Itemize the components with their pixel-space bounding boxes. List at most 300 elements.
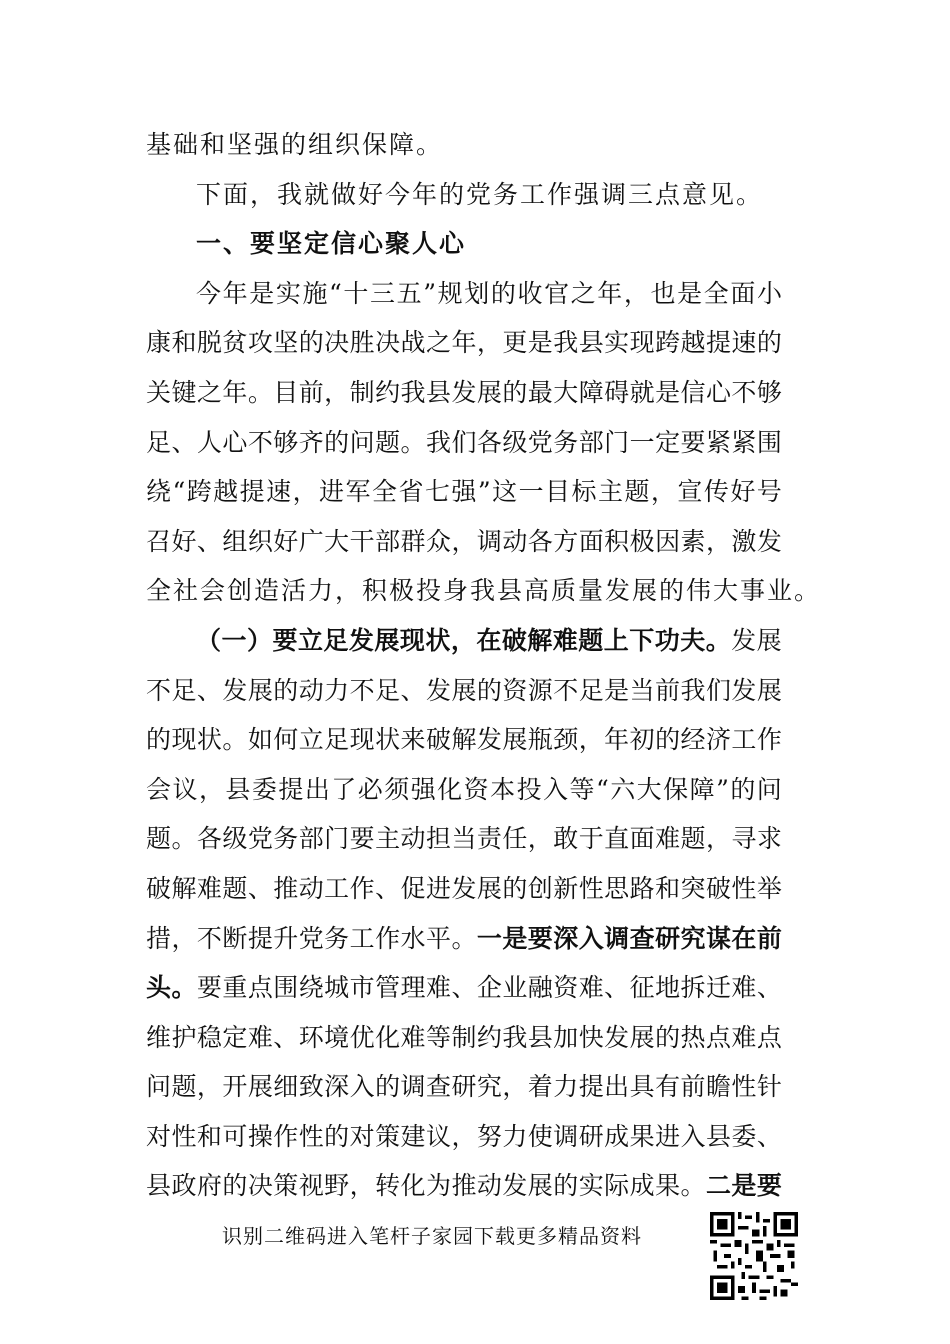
char: 部 — [298, 824, 324, 854]
char: 入 — [578, 923, 604, 953]
char: 发 — [756, 526, 782, 556]
char: ” — [423, 278, 437, 308]
char: 成 — [629, 1171, 655, 1201]
char: 决 — [375, 328, 401, 358]
char: 、 — [451, 973, 477, 1003]
char: 济 — [705, 725, 731, 755]
char: 责 — [476, 824, 502, 854]
char: 入 — [543, 774, 569, 804]
char: 展 — [756, 625, 782, 655]
text-line — [146, 1013, 782, 1063]
char: 实 — [275, 278, 301, 308]
char: 了 — [331, 774, 357, 804]
char: 平 — [425, 923, 451, 953]
char: 调 — [400, 1072, 426, 1102]
char: 作 — [375, 923, 401, 953]
qr-code-icon[interactable] — [710, 1212, 798, 1300]
char: 的 — [476, 675, 502, 705]
char: “ — [595, 774, 609, 804]
char: 约 — [375, 377, 401, 407]
text-line — [146, 120, 782, 170]
char: 强 — [451, 477, 477, 507]
char: 康 — [146, 328, 172, 358]
char: 、 — [604, 973, 630, 1003]
char: 。 — [705, 625, 731, 655]
char: 性 — [731, 1072, 757, 1102]
char: 之 — [196, 377, 222, 407]
char: 动 — [476, 1171, 502, 1201]
char: 实 — [578, 1171, 604, 1201]
char: 难 — [552, 625, 578, 655]
char: 优 — [349, 1022, 375, 1052]
char: 全 — [703, 278, 729, 308]
char: 不 — [731, 377, 757, 407]
char: 调 — [476, 526, 502, 556]
char: 工 — [324, 873, 350, 903]
char: 规 — [437, 278, 463, 308]
char: 这 — [492, 477, 518, 507]
char: 不 — [553, 675, 579, 705]
char: 建 — [400, 1121, 426, 1151]
char: 不 — [146, 675, 172, 705]
char: 点 — [247, 973, 273, 1003]
char: 攻 — [247, 328, 273, 358]
char: 工 — [349, 923, 375, 953]
char: 要 — [349, 824, 375, 854]
char: 够 — [756, 377, 782, 407]
char: 展 — [629, 1022, 655, 1052]
char: 紧 — [705, 427, 731, 457]
char: ， — [171, 923, 197, 953]
char: 碍 — [604, 377, 630, 407]
char: 担 — [425, 824, 451, 854]
char: 前 — [655, 675, 681, 705]
char: 今 — [196, 278, 222, 308]
char: 提 — [278, 774, 304, 804]
char: 题 — [680, 824, 706, 854]
char: 查 — [629, 923, 655, 953]
char: 难 — [731, 1022, 757, 1052]
char: 部 — [375, 526, 401, 556]
char: 主 — [597, 477, 623, 507]
char: 果 — [655, 1171, 681, 1201]
char: 众 — [425, 526, 451, 556]
char: 深 — [324, 1072, 350, 1102]
text-line — [146, 963, 782, 1013]
char: 实 — [604, 328, 630, 358]
char: 野 — [324, 1171, 350, 1201]
char: 、 — [756, 1121, 782, 1151]
char: 操 — [247, 1121, 273, 1151]
char: 主 — [375, 824, 401, 854]
char: 问 — [756, 774, 782, 804]
char: 我 — [553, 328, 579, 358]
char: 我 — [502, 1022, 528, 1052]
char: 绕 — [146, 477, 172, 507]
char: 颈 — [553, 725, 579, 755]
char: 门 — [604, 427, 630, 457]
char: 足 — [324, 725, 350, 755]
char: 理 — [400, 973, 426, 1003]
char: 入 — [680, 1121, 706, 1151]
char: 。 — [451, 923, 477, 953]
char: 胜 — [349, 328, 375, 358]
char: 之 — [570, 278, 596, 308]
char: 境 — [324, 1022, 350, 1052]
char: 键 — [171, 377, 197, 407]
char: 夫 — [680, 625, 706, 655]
char: 县 — [527, 1022, 553, 1052]
char: 制 — [451, 1022, 477, 1052]
char: 是 — [677, 278, 703, 308]
text-line — [146, 269, 782, 319]
text-line — [146, 914, 782, 964]
char: ， — [292, 477, 318, 507]
char: 查 — [425, 1072, 451, 1102]
char: 官 — [544, 278, 570, 308]
char: “ — [172, 477, 186, 507]
char: 。 — [222, 725, 248, 755]
char: 更 — [502, 328, 528, 358]
char: 有 — [655, 1072, 681, 1102]
char: 的 — [298, 328, 324, 358]
char: 年 — [451, 328, 477, 358]
char: 市 — [349, 973, 375, 1003]
char: 和 — [655, 873, 681, 903]
char: 和 — [196, 1121, 222, 1151]
char: 出 — [604, 1072, 630, 1102]
char: 资 — [502, 675, 528, 705]
char: 速 — [731, 328, 757, 358]
char: 要 — [527, 923, 553, 953]
char: 最 — [527, 377, 553, 407]
char: 大 — [553, 377, 579, 407]
char: 等 — [425, 1022, 451, 1052]
char: 化 — [375, 1022, 401, 1052]
char: 的 — [502, 873, 528, 903]
char: 不 — [247, 427, 273, 457]
char: 年 — [222, 377, 248, 407]
line-text: 下面，我就做好今年的党务工作强调三点意见。 — [196, 179, 764, 209]
char: 前 — [756, 923, 782, 953]
char: 展 — [247, 675, 273, 705]
char: 要 — [272, 625, 298, 655]
char: 在 — [476, 625, 502, 655]
char: 力 — [553, 1072, 579, 1102]
char: 们 — [451, 427, 477, 457]
char: 思 — [604, 873, 630, 903]
char: 工 — [731, 725, 757, 755]
char: 研 — [578, 1121, 604, 1151]
char: 是 — [502, 923, 528, 953]
char: 化 — [400, 1171, 426, 1201]
char: 不 — [196, 923, 222, 953]
char: 部 — [578, 427, 604, 457]
char: 立 — [298, 725, 324, 755]
text-line — [146, 170, 782, 220]
char: 维 — [146, 1022, 172, 1052]
char: 使 — [527, 1121, 553, 1151]
footer-promo-text: 识别二维码进入笔杆子家园下载更多精品资料 — [222, 1224, 642, 1248]
char: 心 — [705, 377, 731, 407]
char: 调 — [553, 1121, 579, 1151]
char: ， — [198, 774, 224, 804]
char: 发 — [476, 725, 502, 755]
text-line — [146, 814, 782, 864]
text-line — [146, 715, 782, 765]
char: 提 — [705, 328, 731, 358]
char: 足 — [146, 427, 172, 457]
line-text: 全社会创造活力，积极投身我县高质量发展的伟大事业。 — [146, 576, 822, 606]
char: 县 — [425, 377, 451, 407]
char: 在 — [731, 923, 757, 953]
char: 人 — [196, 427, 222, 457]
char: 题 — [624, 477, 650, 507]
char: ， — [451, 526, 477, 556]
char: 际 — [604, 1171, 630, 1201]
char: 出 — [304, 774, 330, 804]
char: 的 — [655, 1022, 681, 1052]
char: 的 — [655, 725, 681, 755]
char: 面 — [578, 526, 604, 556]
char: 障 — [578, 377, 604, 407]
char: 召 — [146, 526, 172, 556]
char: 难 — [247, 1022, 273, 1052]
char: 们 — [705, 675, 731, 705]
char: 的 — [730, 774, 756, 804]
char: 信 — [680, 377, 706, 407]
char: 企 — [476, 973, 502, 1003]
char: 破 — [501, 625, 527, 655]
char: 于 — [578, 824, 604, 854]
char: 迁 — [705, 973, 731, 1003]
char: 够 — [273, 427, 299, 457]
char: 护 — [171, 1022, 197, 1052]
char: 足 — [323, 625, 349, 655]
char: 素 — [680, 526, 706, 556]
char: 难 — [731, 973, 757, 1003]
char: 瓶 — [527, 725, 553, 755]
char: 的 — [146, 725, 172, 755]
char: 制 — [349, 377, 375, 407]
char: 。 — [171, 824, 197, 854]
char: 功 — [654, 625, 680, 655]
char: 贫 — [222, 328, 248, 358]
text-line — [146, 368, 782, 418]
char: 约 — [476, 1022, 502, 1052]
char: 提 — [247, 923, 273, 953]
char: 是 — [731, 1171, 757, 1201]
char: 破 — [146, 873, 172, 903]
char: 如 — [247, 725, 273, 755]
char: 提 — [578, 1072, 604, 1102]
line-text: 基础和坚强的组织保障。 — [146, 130, 444, 159]
char: 党 — [298, 923, 324, 953]
char: 具 — [629, 1072, 655, 1102]
char: 级 — [222, 824, 248, 854]
char: 绕 — [298, 973, 324, 1003]
char: 收 — [517, 278, 543, 308]
char: 是 — [527, 328, 553, 358]
char: 群 — [400, 526, 426, 556]
char: 发 — [604, 1022, 630, 1052]
char: 六 — [610, 774, 636, 804]
text-line — [146, 219, 782, 269]
char: 好 — [273, 526, 299, 556]
char: 问 — [349, 427, 375, 457]
char: 新 — [553, 873, 579, 903]
char: ， — [476, 328, 502, 358]
char: 关 — [146, 377, 172, 407]
char: 地 — [655, 973, 681, 1003]
char: 的 — [553, 1171, 579, 1201]
char: 展 — [374, 625, 400, 655]
char: 为 — [425, 1171, 451, 1201]
char: 资 — [553, 973, 579, 1003]
text-line — [146, 765, 782, 815]
char: 和 — [171, 328, 197, 358]
char: 究 — [680, 923, 706, 953]
char: 加 — [553, 1022, 579, 1052]
char: 上 — [603, 625, 629, 655]
char: 围 — [273, 973, 299, 1003]
char: 何 — [273, 725, 299, 755]
char: 本 — [490, 774, 516, 804]
text-line — [146, 666, 782, 716]
char: 破 — [425, 725, 451, 755]
char: 因 — [655, 526, 681, 556]
char: 好 — [730, 477, 756, 507]
char: 展 — [476, 873, 502, 903]
char: 努 — [476, 1121, 502, 1151]
char: 题 — [375, 427, 401, 457]
char: 管 — [375, 973, 401, 1003]
char: 题 — [578, 625, 604, 655]
char: ， — [650, 477, 676, 507]
char: 发 — [731, 675, 757, 705]
char: 业 — [502, 973, 528, 1003]
char: 性 — [298, 1121, 324, 1151]
char: 面 — [629, 824, 655, 854]
char: 政 — [171, 1171, 197, 1201]
char: 强 — [410, 774, 436, 804]
char: 军 — [345, 477, 371, 507]
char: 的 — [756, 328, 782, 358]
text-line — [146, 418, 782, 468]
char: 源 — [527, 675, 553, 705]
char: ， — [578, 725, 604, 755]
text-line — [146, 566, 822, 616]
char: 难 — [425, 973, 451, 1003]
char: 瞻 — [705, 1072, 731, 1102]
char: 县 — [225, 774, 251, 804]
char: 障 — [689, 774, 715, 804]
char: 状 — [375, 725, 401, 755]
char: 目 — [273, 377, 299, 407]
char: 号 — [756, 477, 782, 507]
char: 齐 — [298, 427, 324, 457]
char: 极 — [629, 526, 655, 556]
char: 当 — [629, 675, 655, 705]
text-line — [146, 1062, 782, 1112]
char: 解 — [527, 625, 553, 655]
document-body — [146, 120, 822, 1211]
char: 动 — [502, 526, 528, 556]
char: 的 — [273, 675, 299, 705]
char: 发 — [425, 675, 451, 705]
char: 敢 — [553, 824, 579, 854]
char: 小 — [756, 278, 782, 308]
char: 务 — [273, 824, 299, 854]
char: 、 — [171, 427, 197, 457]
char: 好 — [171, 526, 197, 556]
char: 立 — [297, 625, 323, 655]
char: 各 — [527, 526, 553, 556]
char: 展 — [756, 675, 782, 705]
char: 现 — [171, 725, 197, 755]
char: 年 — [604, 725, 630, 755]
char: ， — [450, 625, 476, 655]
char: 七 — [424, 477, 450, 507]
char: 速 — [266, 477, 292, 507]
char: 力 — [324, 675, 350, 705]
char: 施 — [302, 278, 328, 308]
char: 府 — [196, 1171, 222, 1201]
char: 积 — [604, 526, 630, 556]
char: 针 — [756, 1072, 782, 1102]
char: 进 — [319, 477, 345, 507]
char: 升 — [273, 923, 299, 953]
char: 入 — [349, 1072, 375, 1102]
char: 拆 — [680, 973, 706, 1003]
char: 下 — [629, 625, 655, 655]
char: 突 — [680, 873, 706, 903]
char: 策 — [375, 1121, 401, 1151]
char: 之 — [425, 328, 451, 358]
char: 的 — [502, 377, 528, 407]
text-line — [146, 1161, 782, 1211]
text-line — [146, 467, 782, 517]
char: 发 — [348, 625, 374, 655]
char: 围 — [756, 427, 782, 457]
char: 紧 — [731, 427, 757, 457]
char: 、 — [247, 873, 273, 903]
char: 一 — [221, 625, 247, 655]
char: 任 — [502, 824, 528, 854]
char: 着 — [527, 1072, 553, 1102]
char: 年 — [597, 278, 623, 308]
char: 状 — [425, 625, 451, 655]
char: 不 — [349, 675, 375, 705]
char: 、 — [400, 675, 426, 705]
char: 前 — [680, 1072, 706, 1102]
char: 定 — [655, 427, 681, 457]
char: 省 — [398, 477, 424, 507]
char: 环 — [298, 1022, 324, 1052]
char: 作 — [273, 1121, 299, 1151]
char: 解 — [451, 725, 477, 755]
char: 征 — [629, 973, 655, 1003]
char: 断 — [222, 923, 248, 953]
char: ， — [623, 278, 649, 308]
char: 县 — [146, 1171, 172, 1201]
char: 可 — [222, 1121, 248, 1151]
char: ， — [705, 526, 731, 556]
char: 十 — [343, 278, 369, 308]
char: 县 — [578, 328, 604, 358]
char: 策 — [273, 1171, 299, 1201]
char: ， — [196, 1072, 222, 1102]
